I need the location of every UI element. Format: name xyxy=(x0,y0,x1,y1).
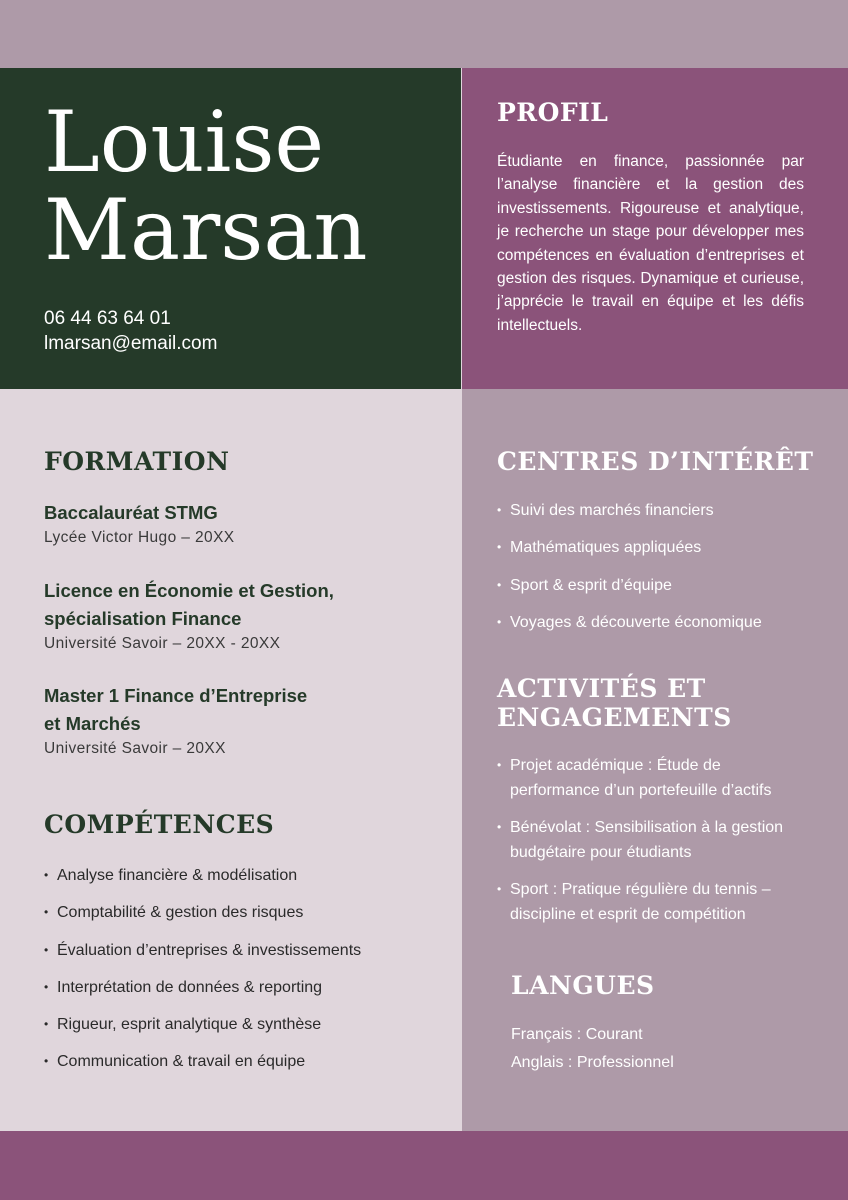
email-address: lmarsan@email.com xyxy=(44,333,218,354)
formation-detail: Lycée Victor Hugo – 20XX xyxy=(44,529,235,546)
top-color-band xyxy=(0,0,848,68)
formation-heading: FORMATION xyxy=(44,447,230,476)
formation-detail: Université Savoir – 20XX - 20XX xyxy=(44,635,281,652)
langue-item: Anglais : Professionnel xyxy=(511,1054,674,1071)
competences-heading: COMPÉTENCES xyxy=(44,810,275,839)
candidate-name xyxy=(44,93,368,279)
activite-line1: Sport : Pratique régulière du tennis – xyxy=(510,881,771,898)
bottom-color-band xyxy=(0,1131,848,1200)
formation-title-line2: spécialisation Finance xyxy=(44,608,242,629)
competence-item: • Interprétation de données & reporting xyxy=(44,969,444,1006)
langue-item: Français : Courant xyxy=(511,1026,643,1043)
langues-heading: LANGUES xyxy=(511,971,655,1000)
activite-item xyxy=(497,815,837,865)
profile-heading: PROFIL xyxy=(497,98,609,127)
activite-line1: Projet académique : Étude de xyxy=(510,757,721,774)
activites-heading xyxy=(497,674,732,732)
interet-item: • Voyages & découverte économique xyxy=(497,604,827,641)
formation-title: Baccalauréat STMG xyxy=(44,502,218,523)
activite-item xyxy=(497,877,837,927)
langues-list xyxy=(511,1021,674,1077)
formation-item xyxy=(44,577,444,655)
competences-list xyxy=(44,857,444,1081)
last-name: Marsan xyxy=(44,181,368,279)
profile-text: Étudiante en finance, passionnée par l’analyse financière et la gestion des investissements. Rigoureuse et analytique, je recherche un stage pour développer mes compétences en évaluation d’entreprises et gestion des risques. Dynamique et curieuse, j’apprécie le travail en équipe et les défis intellectuels. xyxy=(497,153,804,334)
formation-item xyxy=(44,499,444,549)
activites-list xyxy=(497,753,837,939)
activite-item xyxy=(497,753,837,803)
interets-list xyxy=(497,492,827,641)
activite-line2: budgétaire pour étudiants xyxy=(510,844,692,861)
competence-item: • Comptabilité & gestion des risques xyxy=(44,894,444,931)
activites-heading-line2: ENGAGEMENTS xyxy=(497,703,732,732)
formation-detail: Université Savoir – 20XX xyxy=(44,740,226,757)
interet-item: • Mathématiques appliquées xyxy=(497,529,827,566)
activites-heading-line1: ACTIVITÉS ET xyxy=(497,674,706,703)
contact-info xyxy=(44,306,217,356)
activite-line1: Bénévolat : Sensibilisation à la gestion xyxy=(510,819,784,836)
competence-item: • Analyse financière & modélisation xyxy=(44,857,444,894)
formation-title-line2: et Marchés xyxy=(44,713,141,734)
interet-item: • Suivi des marchés financiers xyxy=(497,492,827,529)
competence-item: • Évaluation d’entreprises & investissements xyxy=(44,932,444,969)
formation-title: Master 1 Finance d’Entreprise xyxy=(44,685,308,706)
first-name: Louise xyxy=(44,93,325,191)
formation-title: Licence en Économie et Gestion, xyxy=(44,580,334,601)
interet-item: • Sport & esprit d’équipe xyxy=(497,567,827,604)
competence-item: • Communication & travail en équipe xyxy=(44,1043,444,1080)
activite-line2: discipline et esprit de compétition xyxy=(510,906,746,923)
competence-item: • Rigueur, esprit analytique & synthèse xyxy=(44,1006,444,1043)
activite-line2: performance d’un portefeuille d’actifs xyxy=(510,782,772,799)
formation-item xyxy=(44,682,444,760)
interets-heading: CENTRES D’INTÉRÊT xyxy=(497,447,814,476)
phone-number: 06 44 63 64 01 xyxy=(44,308,171,329)
